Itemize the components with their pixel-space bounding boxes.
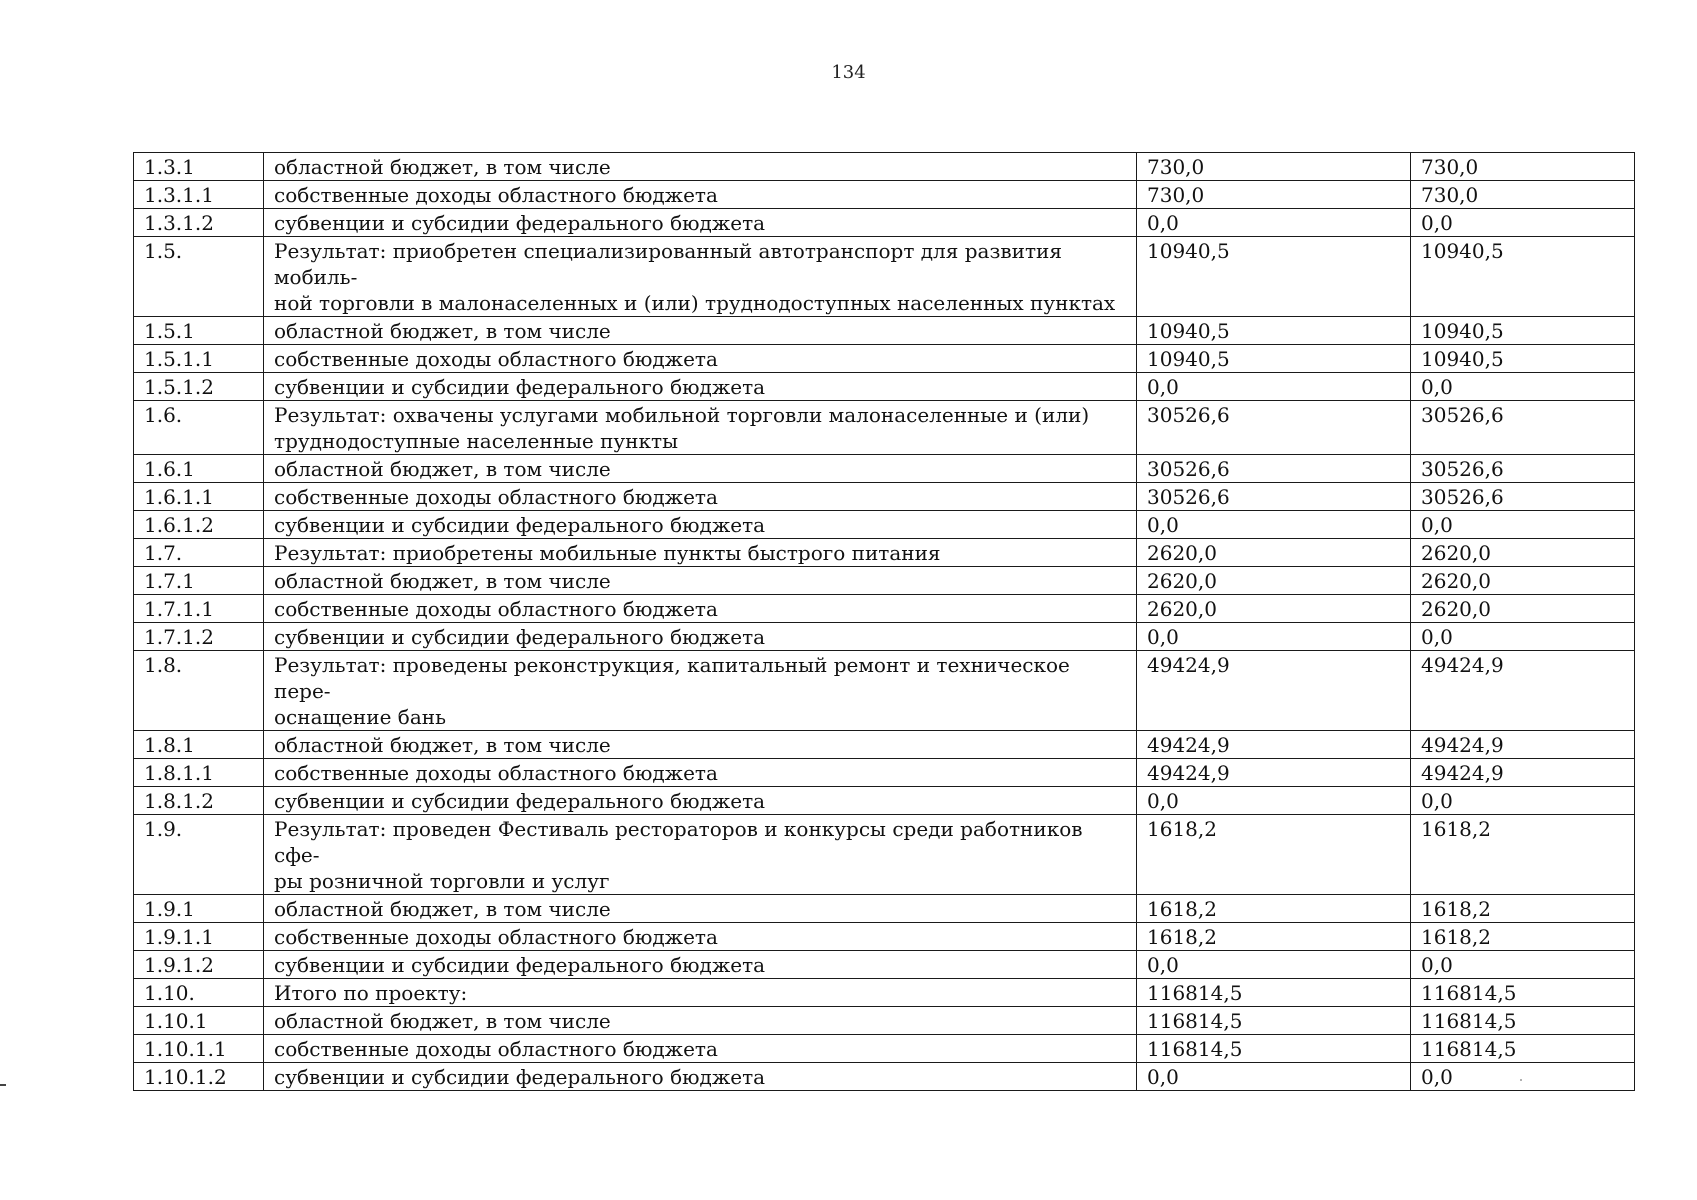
table-row xyxy=(134,483,1635,511)
row-number-cell: 1.7.1.2 xyxy=(134,623,264,651)
table-row xyxy=(134,511,1635,539)
row-number-cell: 1.6. xyxy=(134,401,264,455)
row-number-cell: 1.5.1.1 xyxy=(134,345,264,373)
margin-mark xyxy=(0,1084,6,1086)
row-description-cell: собственные доходы областного бюджета xyxy=(264,759,1137,787)
row-number-cell: 1.10.1.2 xyxy=(134,1063,264,1091)
row-description-cell: собственные доходы областного бюджета xyxy=(264,1035,1137,1063)
row-number-cell: 1.7. xyxy=(134,539,264,567)
row-number-cell: 1.5.1 xyxy=(134,317,264,345)
row-value-2-cell: 30526,6 xyxy=(1411,455,1635,483)
row-value-1-cell: 49424,9 xyxy=(1137,759,1411,787)
row-description-cell: областной бюджет, в том числе xyxy=(264,153,1137,181)
row-value-2-cell: 10940,5 xyxy=(1411,345,1635,373)
table-row xyxy=(134,539,1635,567)
row-number-cell: 1.9. xyxy=(134,815,264,895)
row-value-2-cell: 10940,5 xyxy=(1411,237,1635,317)
table-row xyxy=(134,345,1635,373)
row-value-1-cell: 730,0 xyxy=(1137,181,1411,209)
row-value-1-cell: 0,0 xyxy=(1137,623,1411,651)
row-description-cell: Результат: охвачены услугами мобильной торговли малонаселенные и (или) труднодоступные населенные пункты xyxy=(264,401,1137,455)
row-value-2-cell: 0,0 xyxy=(1411,623,1635,651)
row-description-cell: субвенции и субсидии федерального бюджета xyxy=(264,951,1137,979)
row-description-cell: субвенции и субсидии федерального бюджета xyxy=(264,623,1137,651)
row-value-2-cell: 116814,5 xyxy=(1411,1035,1635,1063)
row-number-cell: 1.9.1.2 xyxy=(134,951,264,979)
row-value-1-cell: 0,0 xyxy=(1137,1063,1411,1091)
row-value-1-cell: 10940,5 xyxy=(1137,237,1411,317)
table-row xyxy=(134,1063,1635,1091)
budget-table xyxy=(133,152,1635,1091)
row-value-2-cell: 2620,0 xyxy=(1411,595,1635,623)
row-value-1-cell: 30526,6 xyxy=(1137,455,1411,483)
table-row xyxy=(134,317,1635,345)
row-description-cell: Результат: проведены реконструкция, капитальный ремонт и техническое пере- оснащение бань xyxy=(264,651,1137,731)
row-value-1-cell: 1618,2 xyxy=(1137,895,1411,923)
table-row xyxy=(134,595,1635,623)
row-number-cell: 1.3.1.2 xyxy=(134,209,264,237)
table-row xyxy=(134,979,1635,1007)
row-value-2-cell: 10940,5 xyxy=(1411,317,1635,345)
table-row xyxy=(134,731,1635,759)
table-row xyxy=(134,153,1635,181)
row-number-cell: 1.3.1 xyxy=(134,153,264,181)
row-description-cell: областной бюджет, в том числе xyxy=(264,1007,1137,1035)
row-description-cell: собственные доходы областного бюджета xyxy=(264,181,1137,209)
table-row xyxy=(134,1035,1635,1063)
row-value-2-cell: 49424,9 xyxy=(1411,731,1635,759)
row-value-1-cell: 1618,2 xyxy=(1137,923,1411,951)
row-description-cell: Результат: приобретен специализированный автотранспорт для развития мобиль- ной торговли в малонаселенных и (или) труднодоступных населенных пунктах xyxy=(264,237,1137,317)
row-description-cell: субвенции и субсидии федерального бюджета xyxy=(264,209,1137,237)
table-row xyxy=(134,373,1635,401)
row-value-2-cell: 0,0 xyxy=(1411,209,1635,237)
row-description-cell: собственные доходы областного бюджета xyxy=(264,345,1137,373)
row-description-cell: субвенции и субсидии федерального бюджета xyxy=(264,787,1137,815)
row-description-cell: Результат: проведен Фестиваль рестораторов и конкурсы среди работников сфе- ры розничной торговли и услуг xyxy=(264,815,1137,895)
row-value-2-cell: 0,0 xyxy=(1411,373,1635,401)
row-number-cell: 1.7.1 xyxy=(134,567,264,595)
budget-table-body xyxy=(134,153,1635,1091)
table-row xyxy=(134,237,1635,317)
table-row xyxy=(134,455,1635,483)
table-row xyxy=(134,181,1635,209)
row-value-2-cell: 30526,6 xyxy=(1411,483,1635,511)
row-number-cell: 1.6.1.1 xyxy=(134,483,264,511)
row-number-cell: 1.10.1 xyxy=(134,1007,264,1035)
row-description-cell: собственные доходы областного бюджета xyxy=(264,595,1137,623)
table-row xyxy=(134,895,1635,923)
row-value-1-cell: 0,0 xyxy=(1137,373,1411,401)
table-row xyxy=(134,209,1635,237)
row-description-cell: собственные доходы областного бюджета xyxy=(264,483,1137,511)
row-number-cell: 1.10.1.1 xyxy=(134,1035,264,1063)
row-value-2-cell: 0,0 xyxy=(1411,511,1635,539)
table-row xyxy=(134,759,1635,787)
row-value-1-cell: 1618,2 xyxy=(1137,815,1411,895)
row-value-1-cell: 2620,0 xyxy=(1137,595,1411,623)
table-row xyxy=(134,951,1635,979)
scan-dot xyxy=(1520,1079,1522,1081)
row-value-2-cell: 49424,9 xyxy=(1411,651,1635,731)
row-value-1-cell: 10940,5 xyxy=(1137,317,1411,345)
row-value-1-cell: 30526,6 xyxy=(1137,483,1411,511)
row-number-cell: 1.5. xyxy=(134,237,264,317)
row-value-1-cell: 0,0 xyxy=(1137,511,1411,539)
row-number-cell: 1.7.1.1 xyxy=(134,595,264,623)
row-value-1-cell: 730,0 xyxy=(1137,153,1411,181)
row-description-cell: Итого по проекту: xyxy=(264,979,1137,1007)
row-value-2-cell: 2620,0 xyxy=(1411,539,1635,567)
table-row xyxy=(134,787,1635,815)
row-number-cell: 1.3.1.1 xyxy=(134,181,264,209)
row-value-2-cell: 1618,2 xyxy=(1411,923,1635,951)
row-number-cell: 1.6.1.2 xyxy=(134,511,264,539)
row-value-2-cell: 0,0 xyxy=(1411,951,1635,979)
row-value-1-cell: 2620,0 xyxy=(1137,539,1411,567)
table-row xyxy=(134,623,1635,651)
row-number-cell: 1.8.1.2 xyxy=(134,787,264,815)
table-row xyxy=(134,401,1635,455)
row-number-cell: 1.6.1 xyxy=(134,455,264,483)
page-number: 134 xyxy=(831,62,866,83)
row-value-1-cell: 2620,0 xyxy=(1137,567,1411,595)
row-description-cell: собственные доходы областного бюджета xyxy=(264,923,1137,951)
row-value-2-cell: 49424,9 xyxy=(1411,759,1635,787)
row-description-cell: областной бюджет, в том числе xyxy=(264,895,1137,923)
row-number-cell: 1.5.1.2 xyxy=(134,373,264,401)
row-value-1-cell: 0,0 xyxy=(1137,787,1411,815)
row-number-cell: 1.8.1.1 xyxy=(134,759,264,787)
row-value-2-cell: 0,0 xyxy=(1411,787,1635,815)
row-value-2-cell: 2620,0 xyxy=(1411,567,1635,595)
row-value-2-cell: 1618,2 xyxy=(1411,815,1635,895)
row-value-2-cell: 30526,6 xyxy=(1411,401,1635,455)
row-number-cell: 1.8.1 xyxy=(134,731,264,759)
row-value-1-cell: 0,0 xyxy=(1137,951,1411,979)
row-value-2-cell: 116814,5 xyxy=(1411,1007,1635,1035)
row-value-1-cell: 49424,9 xyxy=(1137,731,1411,759)
row-value-2-cell: 0,0 xyxy=(1411,1063,1635,1091)
row-value-1-cell: 10940,5 xyxy=(1137,345,1411,373)
table-row xyxy=(134,651,1635,731)
row-number-cell: 1.9.1 xyxy=(134,895,264,923)
table-row xyxy=(134,923,1635,951)
row-description-cell: субвенции и субсидии федерального бюджета xyxy=(264,1063,1137,1091)
row-description-cell: областной бюджет, в том числе xyxy=(264,317,1137,345)
table-row xyxy=(134,815,1635,895)
row-value-2-cell: 116814,5 xyxy=(1411,979,1635,1007)
row-description-cell: областной бюджет, в том числе xyxy=(264,567,1137,595)
row-value-2-cell: 730,0 xyxy=(1411,181,1635,209)
row-description-cell: областной бюджет, в том числе xyxy=(264,455,1137,483)
row-number-cell: 1.8. xyxy=(134,651,264,731)
row-description-cell: Результат: приобретены мобильные пункты быстрого питания xyxy=(264,539,1137,567)
row-description-cell: областной бюджет, в том числе xyxy=(264,731,1137,759)
row-value-2-cell: 1618,2 xyxy=(1411,895,1635,923)
row-value-1-cell: 0,0 xyxy=(1137,209,1411,237)
row-value-1-cell: 116814,5 xyxy=(1137,1035,1411,1063)
table-row xyxy=(134,1007,1635,1035)
row-description-cell: субвенции и субсидии федерального бюджета xyxy=(264,511,1137,539)
row-value-1-cell: 49424,9 xyxy=(1137,651,1411,731)
row-number-cell: 1.9.1.1 xyxy=(134,923,264,951)
row-value-1-cell: 116814,5 xyxy=(1137,1007,1411,1035)
row-value-1-cell: 116814,5 xyxy=(1137,979,1411,1007)
row-number-cell: 1.10. xyxy=(134,979,264,1007)
table-row xyxy=(134,567,1635,595)
row-value-1-cell: 30526,6 xyxy=(1137,401,1411,455)
row-value-2-cell: 730,0 xyxy=(1411,153,1635,181)
row-description-cell: субвенции и субсидии федерального бюджета xyxy=(264,373,1137,401)
